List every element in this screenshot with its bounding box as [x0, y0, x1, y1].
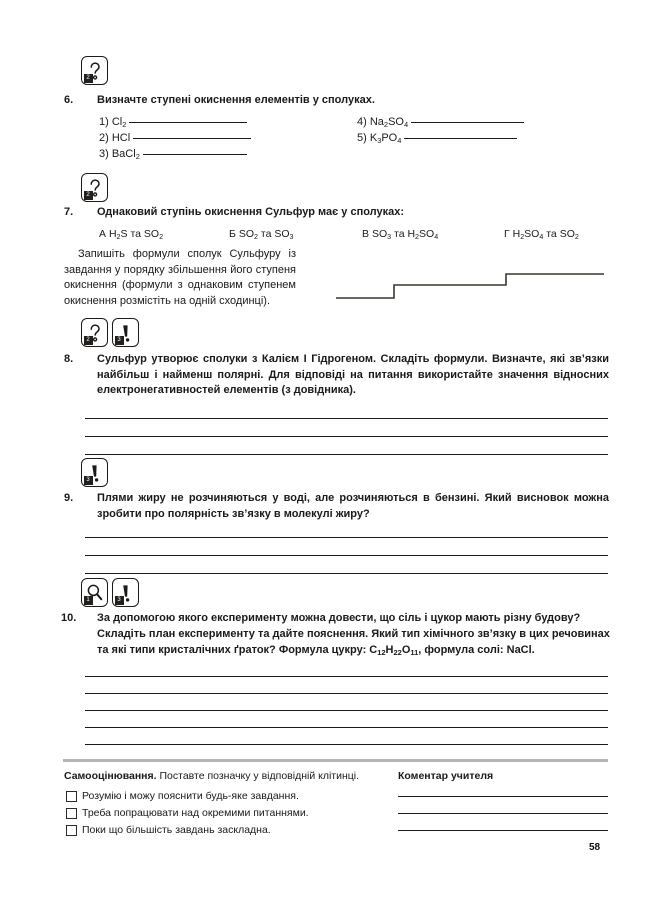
exclamation-mark-icon: [112, 318, 139, 347]
self-assessment-option-3[interactable]: [66, 823, 271, 837]
task-7-option-b-f2: SO: [274, 228, 290, 240]
self-assessment-checkbox[interactable]: [66, 791, 77, 802]
task-6-icon-row: [81, 56, 108, 85]
task-6-item-4-label: 4): [357, 116, 367, 128]
teacher-comment-heading: Коментар учителя: [398, 770, 494, 782]
task-10-icon-row: [81, 578, 139, 607]
question-mark-icon: [81, 56, 108, 85]
task-7-option-a-f1-sub: 2: [116, 232, 121, 241]
task-7-option-g-letter: Г: [504, 228, 510, 240]
task-7-option-b-conj: та: [260, 228, 272, 240]
task-7-option-v-f2b: SO: [419, 228, 435, 240]
icon-badge: 3: [115, 596, 124, 605]
task-10-number: 10.: [61, 612, 77, 624]
icon-badge: 3: [84, 476, 93, 485]
task-10-sugar-sub-2: 22: [393, 648, 402, 658]
task-7-option-v-f1: SO: [371, 228, 388, 240]
task-7-option-g-f1a-sub: 2: [520, 232, 525, 241]
task-10-prompt-line-3-c: O: [401, 644, 411, 656]
self-assessment-heading: [64, 769, 359, 783]
task-8-answer-line[interactable]: [85, 418, 608, 419]
self-assessment-option-1[interactable]: [66, 789, 299, 803]
task-6-item-1-sub: 2: [122, 120, 127, 130]
task-10-prompt-line-3-b: H: [385, 644, 394, 656]
task-7-option-a-f1: H: [108, 228, 117, 240]
task-7-option-g[interactable]: [504, 227, 579, 241]
task-7-prompt: Однаковий ступінь окиснення Сульфур має у сполуках:: [97, 206, 405, 218]
teacher-comment-line[interactable]: [398, 813, 608, 814]
task-7-option-v-f1-sub: 3: [387, 232, 392, 241]
task-7-option-g-f2: SO: [559, 228, 575, 240]
task-6-item-4-sub-a: 2: [383, 120, 389, 130]
task-7-option-v-f2b-sub: 4: [434, 232, 439, 241]
task-6-item-2-formula: HCl: [111, 132, 131, 144]
question-mark-icon: [81, 173, 108, 202]
exclamation-mark-icon: [112, 578, 139, 607]
task-7-subtask-text: Запишіть формули сполук Сульфуру із завдання у порядку збільшення його ступеня окиснення (формули з однаковим ступенем окиснення розмістіть на одній сходинці).: [64, 248, 296, 307]
icon-badge: 3: [115, 336, 124, 345]
task-6-item-3-sub: 2: [135, 152, 140, 162]
icon-badge: 2: [84, 336, 93, 345]
task-8-answer-line[interactable]: [85, 436, 608, 437]
task-6-item-1-answer-blank[interactable]: [129, 122, 247, 123]
task-7-option-a-conj: та: [130, 228, 141, 240]
task-10-prompt-line-3-a: та які типи кристалічних ґраток? Формула цукру: C: [97, 644, 378, 656]
task-6-item-1: [99, 114, 247, 130]
task-7-option-g-conj: та: [546, 228, 557, 240]
task-9-answer-line[interactable]: [85, 555, 608, 556]
task-10-prompt-line-3: [97, 643, 611, 659]
teacher-comment-line[interactable]: [398, 796, 608, 797]
task-7-option-v-f2a: H: [407, 228, 416, 240]
task-9-icon-row: [81, 458, 108, 487]
task-10-answer-line[interactable]: [85, 727, 608, 728]
task-7-option-b-letter: Б: [229, 228, 236, 240]
icon-badge: 1: [84, 596, 93, 605]
task-7-option-a[interactable]: [99, 227, 163, 241]
task-7-option-g-f1b-sub: 4: [539, 232, 544, 241]
self-assessment-checkbox[interactable]: [66, 825, 77, 836]
task-7-option-a-f1b: S: [120, 228, 128, 240]
self-assessment-checkbox[interactable]: [66, 808, 77, 819]
task-6-item-5: [357, 130, 517, 146]
task-10-answer-line[interactable]: [85, 693, 608, 694]
self-assessment-heading-bold: Самооцінювання.: [64, 770, 157, 782]
task-6-number: 6.: [64, 94, 74, 106]
task-6-item-4: [357, 114, 524, 130]
task-9-number: 9.: [64, 492, 74, 504]
self-assessment-option-2-label: Треба попрацювати над окремими питаннями.: [82, 807, 309, 819]
task-6-item-3-label: 3): [99, 148, 109, 160]
self-assessment-heading-rest: Поставте позначку у відповідній клітинці.: [156, 770, 360, 782]
task-7-option-v[interactable]: [362, 227, 438, 241]
task-6-item-2-label: 2): [99, 132, 109, 144]
staircase-diagram[interactable]: [330, 262, 610, 313]
task-7-option-v-conj: та: [394, 228, 405, 240]
task-10-prompt-line-2: Складіть план експерименту та дайте пояснення. Який тип хімічного зв’язку в цих речовинах: [97, 628, 610, 640]
task-6-item-5-formula-b: PO: [381, 132, 398, 144]
task-8-answer-line[interactable]: [85, 454, 608, 455]
task-6-item-2: [99, 130, 251, 146]
task-9-answer-line[interactable]: [85, 537, 608, 538]
task-6-item-4-formula-b: SO: [388, 116, 404, 128]
task-7-option-g-f2-sub: 2: [574, 232, 579, 241]
icon-badge: 2: [84, 191, 93, 200]
task-9-prompt: Плями жиру не розчиняються у воді, але розчиняються в бензині. Який висновок можна зробити про полярність зв’язку в молекулі жиру?: [97, 492, 609, 520]
icon-badge: 2: [84, 74, 93, 83]
task-6-item-5-answer-blank[interactable]: [404, 138, 517, 139]
task-7-option-v-f2a-sub: 2: [415, 232, 420, 241]
question-mark-icon: [81, 318, 108, 347]
task-10-answer-line[interactable]: [85, 676, 608, 677]
task-7-option-g-f1b: SO: [524, 228, 540, 240]
task-8-prompt: Сульфур утворює сполуки з Калієм І Гідрогеном. Складіть формули. Визначте, які зв’язки найбільш і найменш полярні. Для відповіді на питання використайте значення відносних електронегативностей елементів (з довідника).: [97, 353, 609, 396]
task-10-prompt-line-3-d: , формула солі: NaCl.: [418, 644, 535, 656]
task-6-item-3: [99, 146, 247, 162]
task-6-prompt: Визначте ступені окиснення елементів у сполуках.: [97, 94, 375, 106]
teacher-comment-line[interactable]: [398, 830, 608, 831]
task-7-option-v-letter: В: [362, 228, 370, 240]
task-7-option-b-f1: SO: [238, 228, 254, 240]
footer-divider: [63, 759, 608, 762]
self-assessment-option-2[interactable]: [66, 806, 309, 820]
task-6-item-5-sub-a: 3: [377, 136, 382, 146]
page-number: 58: [589, 842, 601, 853]
task-6-item-4-answer-blank[interactable]: [411, 122, 524, 123]
task-10-sugar-sub-3: 11: [410, 648, 419, 658]
task-7-option-b[interactable]: [229, 227, 293, 241]
task-6-item-4-formula-a: Na: [369, 116, 384, 128]
task-6-item-2-answer-blank[interactable]: [133, 138, 251, 139]
task-6-item-3-formula: BaCl: [111, 148, 136, 160]
task-6-item-1-label: 1): [99, 116, 109, 128]
task-7-option-a-f2: SO: [143, 228, 160, 240]
self-assessment-option-3-label: Поки що більшість завдань заскладна.: [82, 824, 271, 836]
task-10-answer-line[interactable]: [85, 710, 608, 711]
task-7-option-a-f2-sub: 2: [159, 232, 164, 241]
task-8-icon-row: [81, 318, 139, 347]
magnifier-icon: [81, 578, 108, 607]
task-7-option-g-f1a: H: [512, 228, 521, 240]
task-9-answer-line[interactable]: [85, 573, 608, 574]
self-assessment-option-1-label: Розумію і можу пояснити будь-яке завдання.: [82, 790, 299, 802]
task-6-item-5-formula-a: K: [369, 132, 378, 144]
exclamation-mark-icon: [81, 458, 108, 487]
task-7-icon-row: [81, 173, 108, 202]
task-7-option-b-f2-sub: 3: [289, 232, 294, 241]
task-7-option-a-letter: А: [99, 228, 107, 240]
task-7-option-b-f1-sub: 2: [253, 232, 258, 241]
task-7-number: 7.: [64, 206, 74, 218]
task-10-prompt-line-1: За допомогою якого експерименту можна довести, що сіль і цукор мають різну будову?: [97, 612, 581, 624]
task-6-item-5-sub-b: 4: [397, 136, 402, 146]
task-6-item-5-label: 5): [357, 132, 367, 144]
task-10-sugar-sub-1: 12: [377, 648, 386, 658]
task-8-number: 8.: [64, 353, 74, 365]
task-10-answer-line[interactable]: [85, 744, 608, 745]
task-6-item-3-answer-blank[interactable]: [143, 154, 247, 155]
task-6-item-4-sub-b: 4: [403, 120, 409, 130]
task-6-item-1-formula: Cl: [111, 116, 123, 128]
